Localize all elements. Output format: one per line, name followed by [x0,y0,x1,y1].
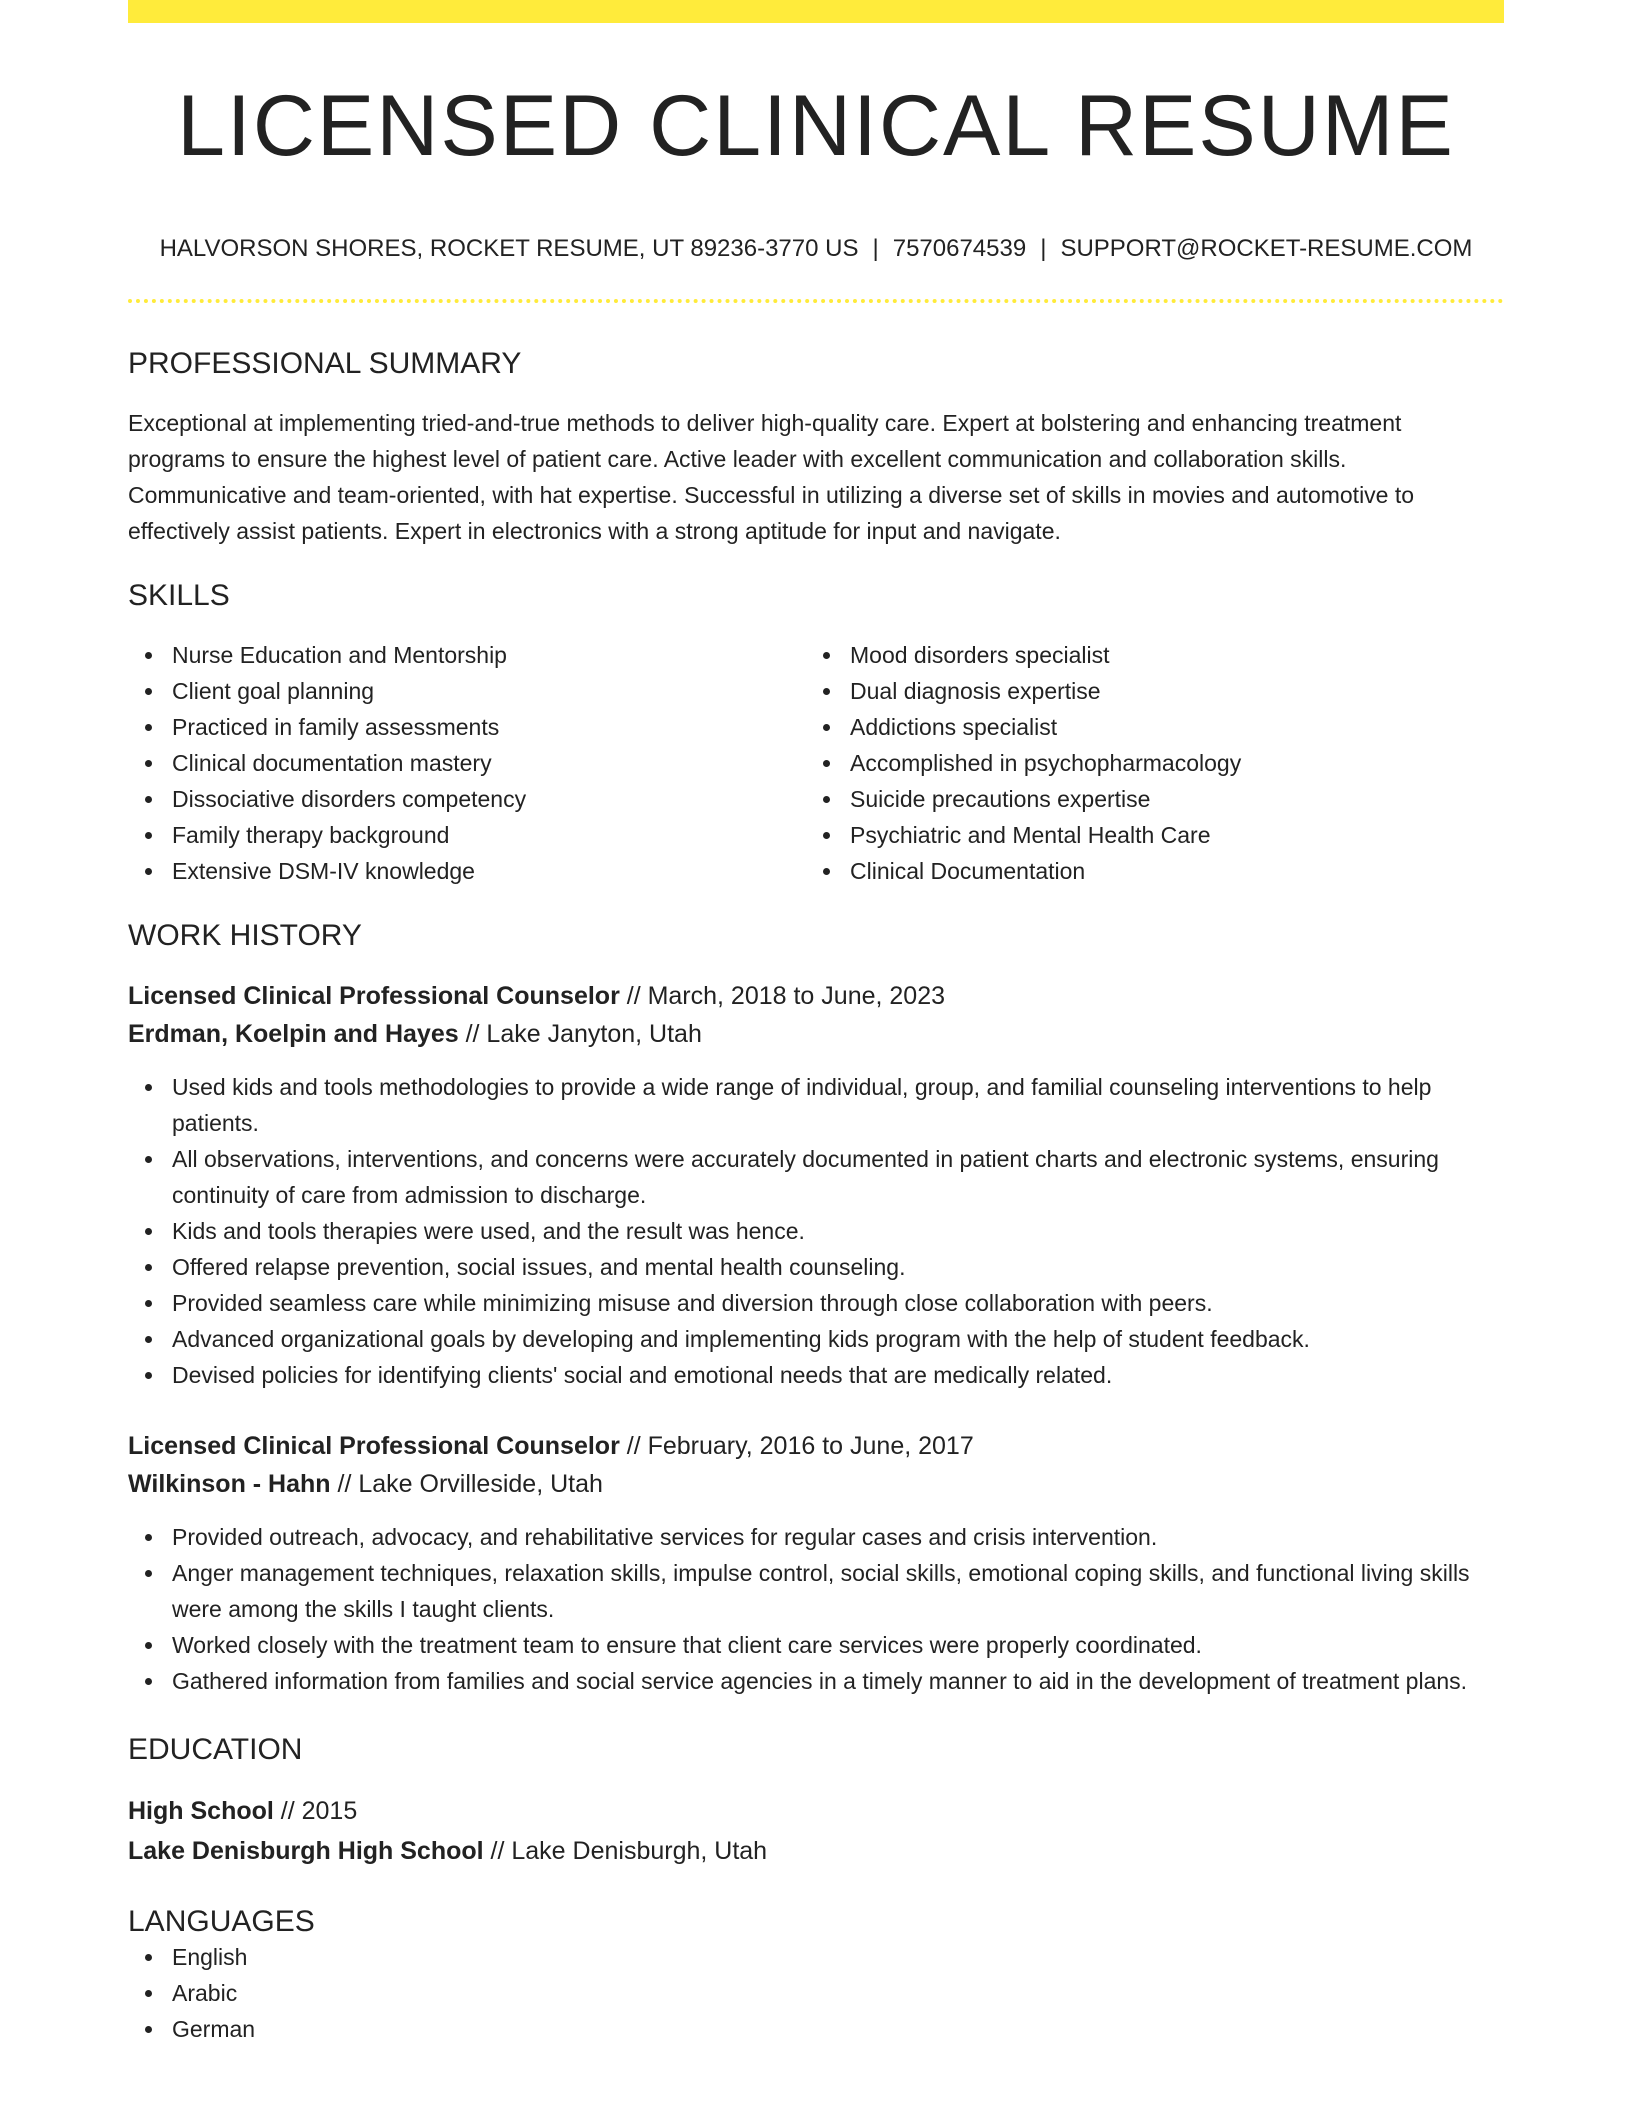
job-entry [128,1427,1504,1699]
education-school: Lake Denisburgh High School [128,1837,484,1865]
skill-item: Clinical Documentation [806,853,1484,889]
contact-separator: | [1040,235,1047,262]
job-bullets [128,1519,1504,1699]
job-bullet: Provided seamless care while minimizing misuse and diversion through close collaboration with peers. [128,1285,1504,1321]
section-heading-languages: LANGUAGES [128,1905,315,1938]
job-company: Erdman, Koelpin and Hayes [128,1020,459,1048]
contact-line [128,235,1504,263]
job-bullet: Gathered information from families and social service agencies in a timely manner to aid in the development of treatment plans. [128,1663,1504,1699]
section-heading-work-history: WORK HISTORY [128,919,362,952]
job-bullet: Offered relapse prevention, social issues, and mental health counseling. [128,1249,1504,1285]
job-bullet: All observations, interventions, and concerns were accurately documented in patient charts and electronic systems, ensuring continuity of care from admission to discharge. [128,1141,1504,1213]
skill-item: Practiced in family assessments [128,709,806,745]
job-title: Licensed Clinical Professional Counselor [128,982,620,1010]
section-heading-skills: SKILLS [128,579,230,612]
education-entry [128,1791,1504,1871]
skill-item: Extensive DSM-IV knowledge [128,853,806,889]
dotted-divider [128,299,1504,303]
skill-item: Dual diagnosis expertise [806,673,1484,709]
section-heading-summary: PROFESSIONAL SUMMARY [128,347,522,380]
job-dates: // February, 2016 to June, 2017 [619,1432,974,1460]
job-bullets [128,1069,1504,1393]
job-bullet: Used kids and tools methodologies to provide a wide range of individual, group, and familial counseling interventions to help patients. [128,1069,1504,1141]
skills-column-left [128,637,806,889]
job-location: // Lake Orvilleside, Utah [330,1470,603,1498]
contact-separator: | [872,235,879,262]
job-title: Licensed Clinical Professional Counselor [128,1432,620,1460]
job-location: // Lake Janyton, Utah [458,1020,702,1048]
job-title-line [128,977,1504,1015]
languages-list [128,1939,1504,2047]
job-company: Wilkinson - Hahn [128,1470,331,1498]
job-company-line [128,1465,1504,1503]
job-bullet: Worked closely with the treatment team to ensure that client care services were properly coordinated. [128,1627,1504,1663]
education-year: // 2015 [273,1797,358,1825]
resume-title: LICENSED CLINICAL RESUME [177,78,1455,174]
contact-email: SUPPORT@ROCKET-RESUME.COM [1060,235,1473,262]
skill-item: Nurse Education and Mentorship [128,637,806,673]
job-bullet: Provided outreach, advocacy, and rehabilitative services for regular cases and crisis intervention. [128,1519,1504,1555]
skill-item: Family therapy background [128,817,806,853]
skill-item: Suicide precautions expertise [806,781,1484,817]
skill-item: Client goal planning [128,673,806,709]
skill-item: Dissociative disorders competency [128,781,806,817]
education-degree-line [128,1791,1504,1831]
job-bullet: Devised policies for identifying clients' social and emotional needs that are medically related. [128,1357,1504,1393]
skill-item: Clinical documentation mastery [128,745,806,781]
resume-page [128,0,1504,2047]
accent-bar [128,0,1504,23]
skill-item: Addictions specialist [806,709,1484,745]
job-bullet: Kids and tools therapies were used, and the result was hence. [128,1213,1504,1249]
job-entry [128,977,1504,1393]
language-item: English [128,1939,1504,1975]
language-item: German [128,2011,1504,2047]
job-bullet: Advanced organizational goals by developing and implementing kids program with the help of student feedback. [128,1321,1504,1357]
job-title-line [128,1427,1504,1465]
education-school-line [128,1831,1504,1871]
skill-item: Psychiatric and Mental Health Care [806,817,1484,853]
skills-list [128,637,1504,889]
language-item: Arabic [128,1975,1504,2011]
summary-text: Exceptional at implementing tried-and-true methods to deliver high-quality care. Expert at bolstering and enhancing treatment programs to ensure the highest level of patient care. Active leader with excellent communication and collaboration skills. Communicative and team-oriented, with hat expertise. Successful in utilizing a diverse set of skills in movies and automotive to effectively assist patients. Expert in electronics with a strong aptitude for input and navigate. [128,410,1415,544]
section-heading-education: EDUCATION [128,1733,303,1766]
job-company-line [128,1015,1504,1053]
education-degree: High School [128,1797,274,1825]
skill-item: Accomplished in psychopharmacology [806,745,1484,781]
job-bullet: Anger management techniques, relaxation skills, impulse control, social skills, emotional coping skills, and functional living skills were among the skills I taught clients. [128,1555,1504,1627]
contact-address: HALVORSON SHORES, ROCKET RESUME, UT 89236-3770 US [159,235,859,262]
contact-phone: 7570674539 [892,235,1027,262]
job-dates: // March, 2018 to June, 2023 [619,982,946,1010]
skills-column-right [806,637,1484,889]
education-location: // Lake Denisburgh, Utah [483,1837,768,1865]
skill-item: Mood disorders specialist [806,637,1484,673]
